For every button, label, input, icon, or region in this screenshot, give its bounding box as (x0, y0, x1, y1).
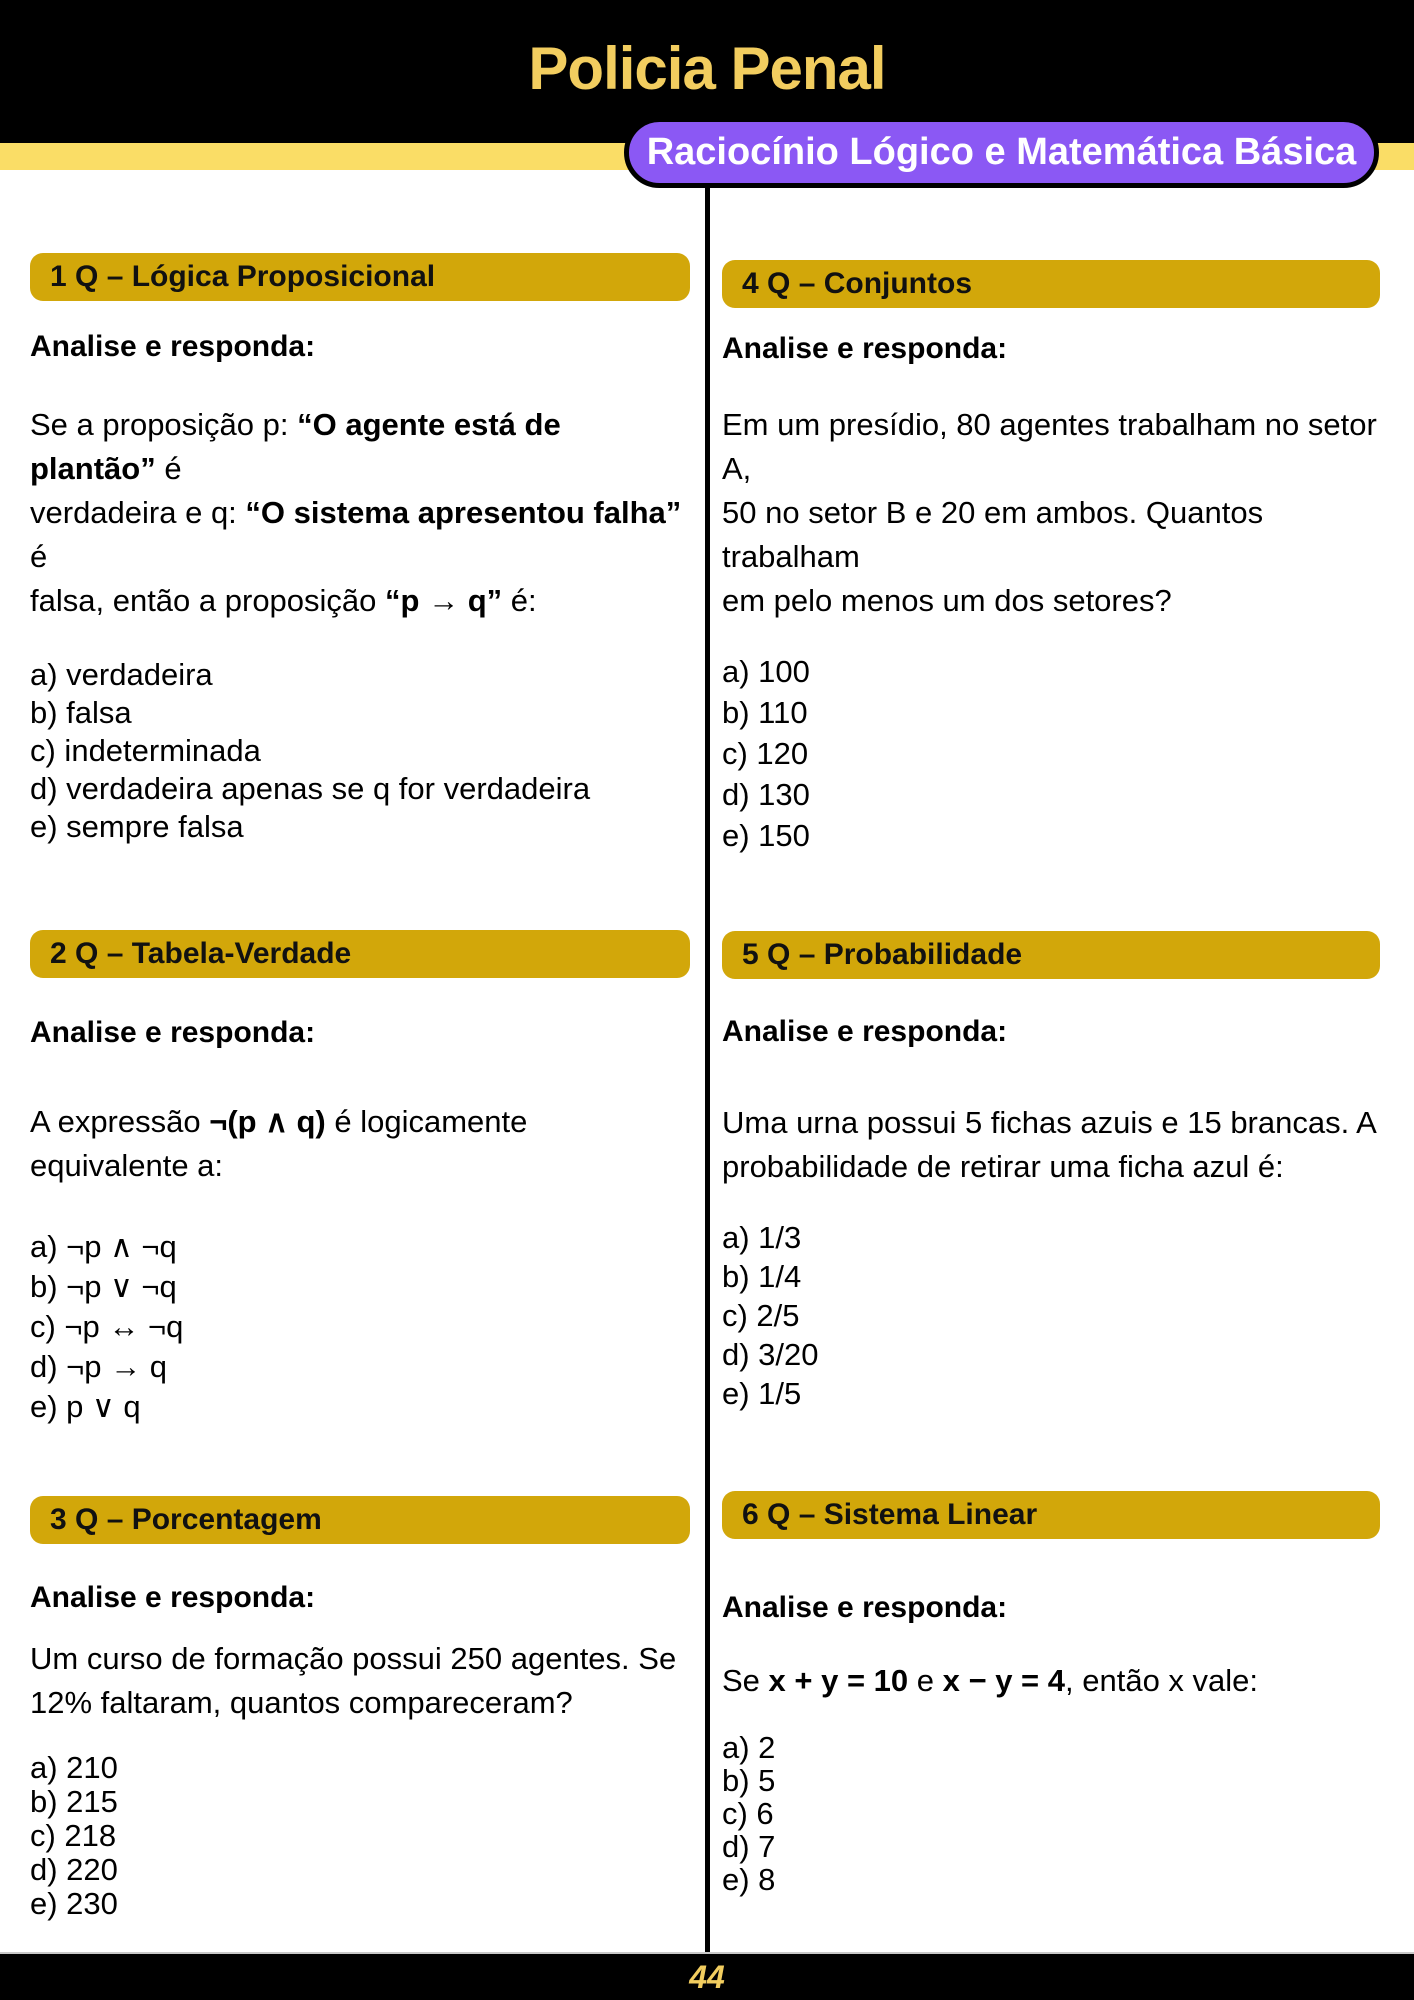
question-6-text (722, 1659, 1380, 1703)
text-line: em pelo menos um dos setores? (722, 583, 1172, 618)
question-3-prompt: Analise e responda: (30, 1581, 316, 1614)
text-line: verdadeira e q: “O sistema apresentou falha” é (30, 495, 682, 574)
option-item: c) 2/5 (722, 1298, 800, 1333)
question-4-header (722, 260, 1380, 308)
option-item: c) 120 (722, 736, 809, 771)
option-item: d) 130 (722, 777, 810, 812)
question-6-header-label: 6 Q – Sistema Linear (742, 1498, 1038, 1531)
option-item: b) 1/4 (722, 1259, 802, 1294)
subject-badge (624, 117, 1379, 188)
question-2-options (30, 1227, 690, 1427)
question-3-options (30, 1751, 690, 1921)
option-item: d) 3/20 (722, 1337, 819, 1372)
page-footer (0, 1952, 1414, 2000)
question-3-text (30, 1637, 690, 1725)
text-line: Em um presídio, 80 agentes trabalham no setor A, (722, 407, 1377, 486)
question-1-options (30, 656, 690, 846)
question-6-header (722, 1491, 1380, 1539)
text-line: 50 no setor B e 20 em ambos. Quantos trabalham (722, 495, 1264, 574)
text-line: Um curso de formação possui 250 agentes. Se (30, 1641, 677, 1676)
option-item: d) 7 (722, 1829, 776, 1864)
text-line: Se a proposição p: “O agente está de plantão” é (30, 407, 561, 486)
question-2 (30, 930, 690, 1427)
text-line: Se x + y = 10 e x − y = 4, então x vale: (722, 1663, 1259, 1698)
column-divider (705, 170, 710, 1952)
text-line: 12% faltaram, quantos compareceram? (30, 1685, 573, 1720)
question-6-prompt: Analise e responda: (722, 1591, 1008, 1624)
subject-badge-label: Raciocínio Lógico e Matemática Básica (646, 131, 1357, 173)
question-1 (30, 253, 690, 846)
option-item: e) 150 (722, 818, 810, 853)
question-2-header-label: 2 Q – Tabela-Verdade (50, 937, 352, 970)
question-3 (30, 1496, 690, 1921)
option-item: a) ¬p ∧ ¬q (30, 1229, 177, 1264)
question-4-prompt: Analise e responda: (722, 332, 1008, 365)
option-item: b) 5 (722, 1763, 776, 1798)
question-4-options (722, 651, 1380, 856)
option-item: b) ¬p ∨ ¬q (30, 1269, 177, 1304)
question-3-header-label: 3 Q – Porcentagem (50, 1503, 322, 1536)
question-5-header-label: 5 Q – Probabilidade (742, 938, 1023, 971)
option-item: e) sempre falsa (30, 809, 244, 844)
question-2-text (30, 1100, 690, 1188)
page-number: 44 (689, 1958, 725, 1995)
question-4-text (722, 403, 1380, 623)
question-1-header (30, 253, 690, 301)
option-item: a) 1/3 (722, 1220, 802, 1255)
option-item: e) 230 (30, 1886, 118, 1921)
question-6-options (722, 1731, 1380, 1896)
option-item: b) falsa (30, 695, 132, 730)
question-5-prompt: Analise e responda: (722, 1015, 1008, 1048)
option-item: b) 110 (722, 695, 808, 730)
question-2-prompt: Analise e responda: (30, 1016, 316, 1049)
option-item: c) 6 (722, 1796, 774, 1831)
question-3-header (30, 1496, 690, 1544)
option-item: a) 210 (30, 1750, 118, 1785)
option-item: a) 100 (722, 654, 810, 689)
text-line: A expressão ¬(p ∧ q) é logicamente equivalente a: (30, 1104, 528, 1183)
option-item: c) indeterminada (30, 733, 261, 768)
question-4 (722, 260, 1380, 856)
question-6 (722, 1491, 1380, 1896)
question-4-header-label: 4 Q – Conjuntos (742, 267, 973, 300)
question-2-header (30, 930, 690, 978)
right-column (722, 172, 1380, 1896)
text-line: probabilidade de retirar uma ficha azul é: (722, 1149, 1284, 1184)
text-line: Uma urna possui 5 fichas azuis e 15 brancas. A (722, 1105, 1377, 1140)
question-1-text (30, 403, 690, 623)
text-line: falsa, então a proposição “p → q” é: (30, 583, 537, 618)
page-title: Policia Penal (528, 35, 886, 102)
question-1-prompt: Analise e responda: (30, 330, 316, 363)
option-item: d) 220 (30, 1852, 118, 1887)
option-item: d) ¬p → q (30, 1349, 167, 1384)
left-column (30, 172, 690, 1921)
option-item: e) p ∨ q (30, 1389, 141, 1424)
question-1-header-label: 1 Q – Lógica Proposicional (50, 260, 436, 293)
option-item: b) 215 (30, 1784, 118, 1819)
option-item: e) 8 (722, 1862, 776, 1897)
question-5-text (722, 1101, 1380, 1189)
question-5-options (722, 1218, 1380, 1413)
option-item: a) 2 (722, 1730, 776, 1765)
question-5 (722, 931, 1380, 1413)
option-item: e) 1/5 (722, 1376, 802, 1411)
option-item: a) verdadeira (30, 657, 213, 692)
question-5-header (722, 931, 1380, 979)
option-item: c) ¬p ↔ ¬q (30, 1309, 184, 1344)
option-item: d) verdadeira apenas se q for verdadeira (30, 771, 591, 806)
option-item: c) 218 (30, 1818, 117, 1853)
